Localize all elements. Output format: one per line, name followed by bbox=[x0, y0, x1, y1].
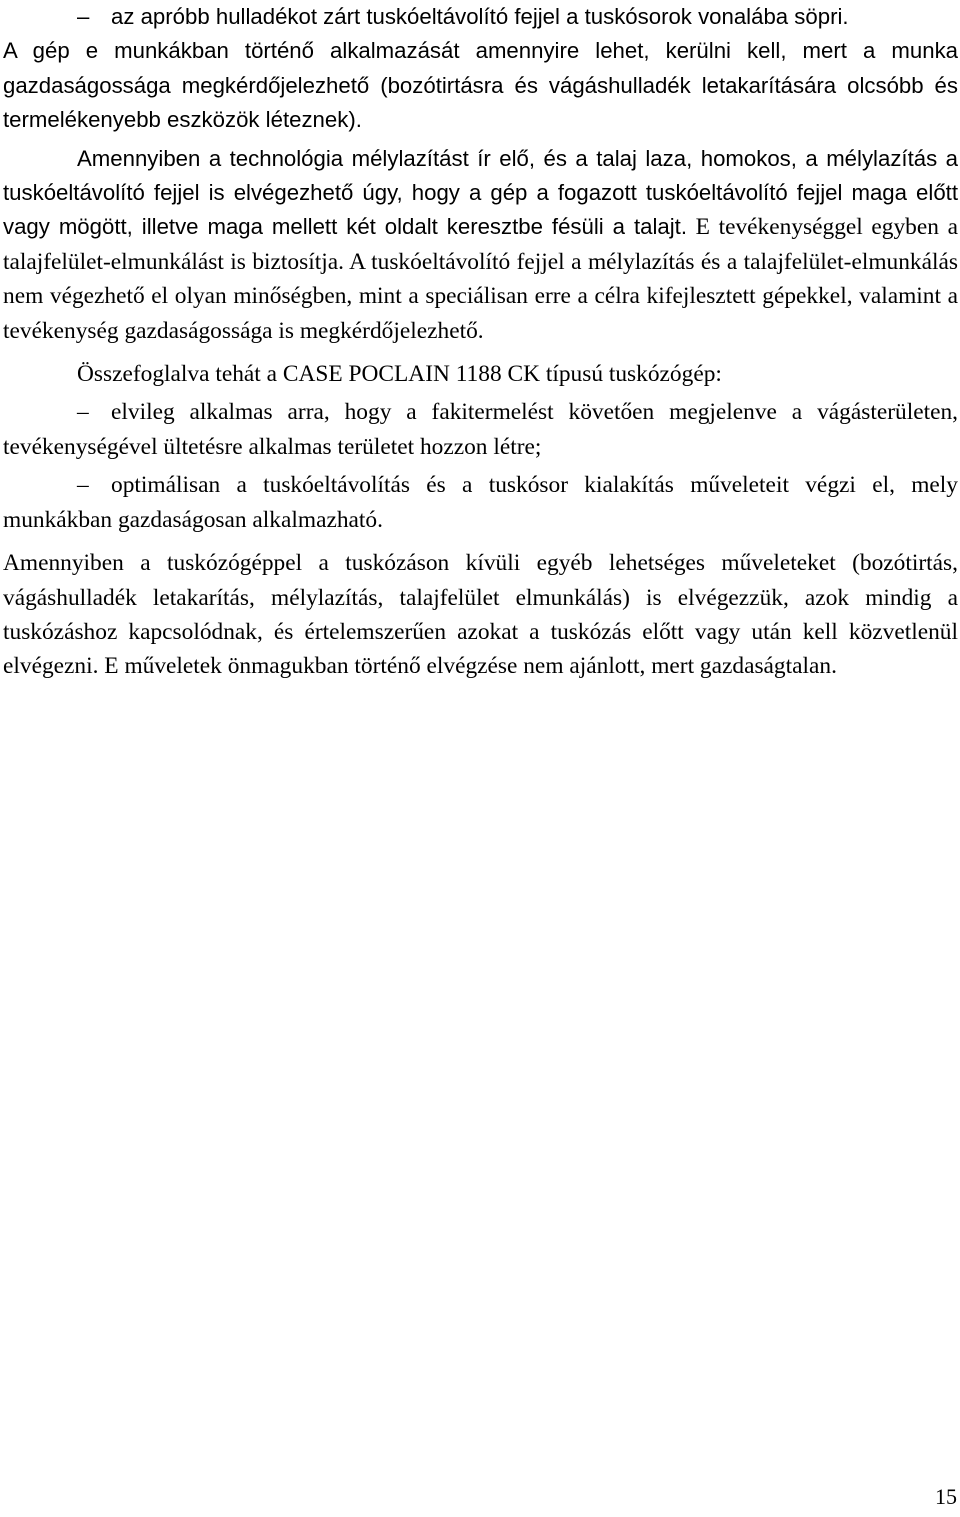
dash-list-item bbox=[3, 468, 958, 537]
list-item-text: elvileg alkalmas arra, hogy a fakitermelést követően megjelenve a vágásterületen, tevékenységével ültetésre alkalmas területet hozzon létre; bbox=[3, 399, 958, 460]
dash-bullet: – bbox=[77, 472, 89, 499]
paragraph-text-serif: E tevékenységgel egyben a talajfelület-elmunkálást is biztosítja. A tuskóeltávolító fejjel a mélylazítás és a talajfelület-elmunkálás nem végezhető el olyan minőségben, mint a speciálisan erre a célra kifejlesztett gépekkel, valamint a tevékenység gazdaságossága is megkérdőjelezhető. bbox=[3, 214, 958, 344]
document-page bbox=[3, 0, 958, 684]
dash-bullet: – bbox=[77, 4, 90, 29]
paragraph-text-sans: Amennyiben a technológia mélylazítást ír elő, és a talaj laza, homokos, a mélylazítás a tuskóeltávolító fejjel is elvégezhető úgy, hogy a gép a fogazott tuskóeltávolító fejjel maga előtt vagy mögött, illetve maga mellett két oldalt keresztbe fésüli a talajt. bbox=[3, 145, 958, 240]
dash-bullet: – bbox=[77, 399, 89, 426]
page-number: 15 bbox=[935, 1484, 957, 1509]
paragraph: Amennyiben a tuskózógéppel a tuskózáson kívüli egyéb lehetséges műveleteket (bozótirtás, vágáshulladék letakarítás, mélylazítás, talajfelület elmunkálás) is elvégezzük, azok mindig a tuskózáshoz kapcsolódnak, és értelemszerűen azokat a tuskózás előtt vagy után kell közvetlenül elvégezni. E műveletek önmagukban történő elvégzése nem ajánlott, mert gazdaságtalan. bbox=[3, 550, 958, 680]
dash-list-item bbox=[3, 395, 958, 464]
summary-heading: Összefoglalva tehát a CASE POCLAIN 1188 CK típusú tuskózógép: bbox=[77, 361, 722, 388]
paragraph-mixed bbox=[3, 142, 958, 348]
list-item-text: optimálisan a tuskóeltávolítás és a tuskósor kialakítás műveleteit végzi el, mely munkákban gazdaságosan alkalmazható. bbox=[3, 472, 958, 533]
paragraph: A gép e munkákban történő alkalmazását amennyire lehet, kerülni kell, mert a munka gazdaságossága megkérdőjelezhető (bozótirtásra és vágáshulladék letakarítására olcsóbb és termelékenyebb eszközök léteznek). bbox=[3, 38, 958, 133]
dash-list-item bbox=[3, 0, 958, 34]
list-item-text: az apróbb hulladékot zárt tuskóeltávolító fejjel a tuskósorok vonalába söpri. bbox=[111, 4, 849, 29]
